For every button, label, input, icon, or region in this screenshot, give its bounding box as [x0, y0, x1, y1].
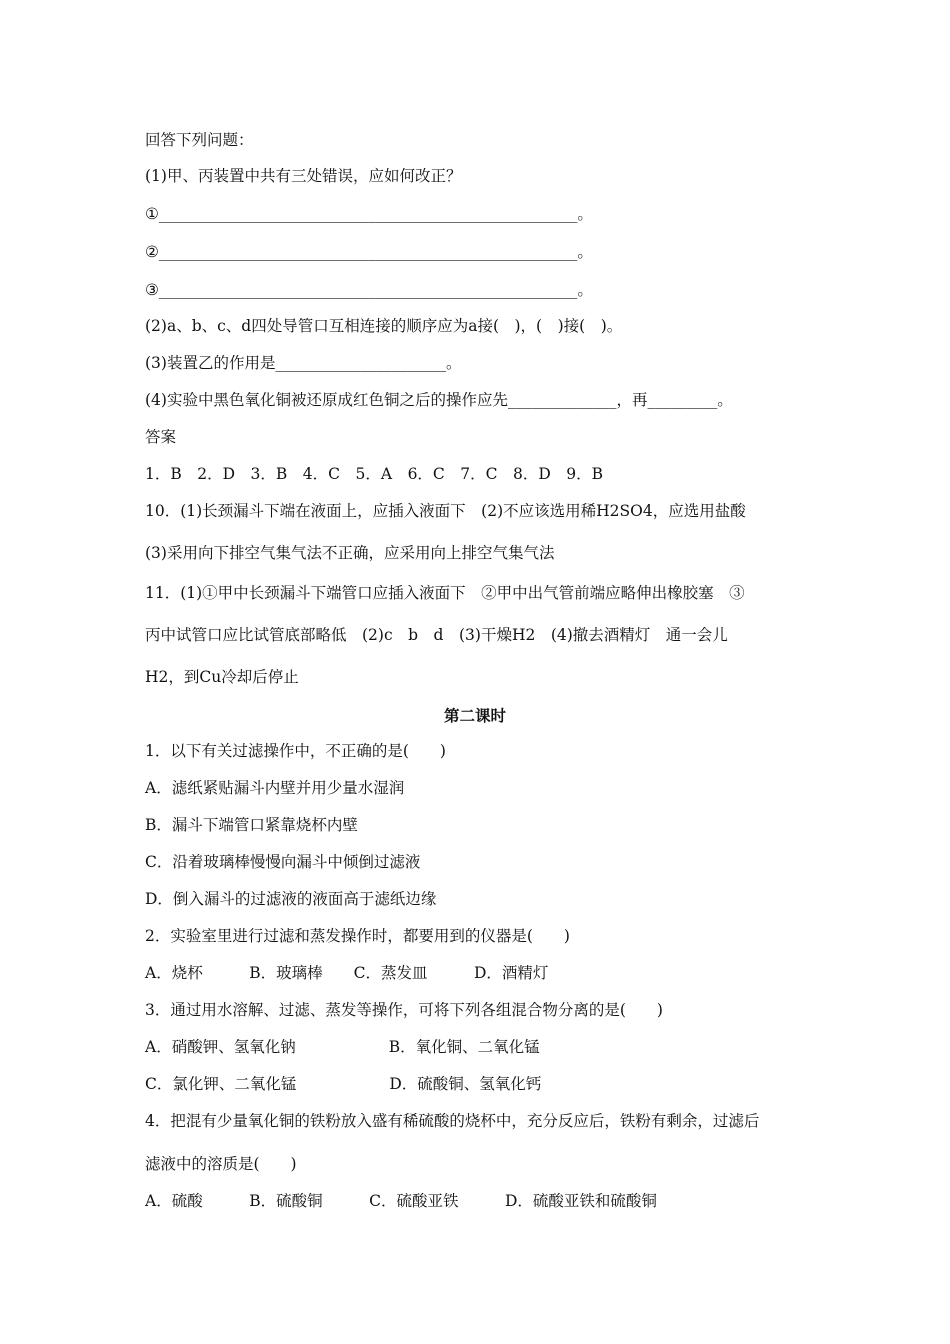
- answers-line-6: H2，到Cu冷却后停止: [145, 668, 299, 686]
- l2-q1-option-d: D．倒入漏斗的过滤液的液面高于滤纸边缘: [145, 890, 437, 908]
- question-1: (1)甲、丙装置中共有三处错误，应如何改正？: [145, 167, 462, 185]
- l2-question-4: 4．把混有少量氧化铜的铁粉放入盛有稀硫酸的烧杯中，充分反应后，铁粉有剩余，过滤后: [145, 1112, 760, 1130]
- question-3: (3)装置乙的作用是______________________。: [145, 354, 462, 372]
- l2-q2-options: A．烧杯 B．玻璃棒 C．蒸发皿 D．酒精灯: [145, 964, 549, 982]
- answers-line-4: 11．(1)①甲中长颈漏斗下端管口应插入液面下 ②甲中出气管前端应略伸出橡胶塞 ③: [145, 584, 745, 602]
- l2-q3-options-ab: A．硝酸钾、氢氧化钠 B．氧化铜、二氧化锰: [145, 1038, 540, 1056]
- l2-question-2: 2．实验室里进行过滤和蒸发操作时，都要用到的仪器是( ): [145, 927, 570, 945]
- l2-q1-option-b: B．漏斗下端管口紧靠烧杯内壁: [145, 816, 358, 834]
- l2-q3-options-cd: C．氯化钾、二氧化锰 D．硫酸铜、氢氧化钙: [145, 1075, 542, 1093]
- answer-blank-2: ②______________________________________________________。: [145, 243, 593, 261]
- answer-blank-1: ①______________________________________________________。: [145, 205, 593, 223]
- answers-line-3: (3)采用向下排空气集气法不正确，应采用向上排空气集气法: [145, 544, 555, 562]
- intro-text: 回答下列问题：: [145, 131, 254, 149]
- answers-heading: 答案: [145, 428, 177, 446]
- l2-q4-options: A．硫酸 B．硫酸铜 C．硫酸亚铁 D．硫酸亚铁和硫酸铜: [145, 1192, 657, 1210]
- question-2: (2)a、b、c、d四处导管口互相连接的顺序应为a接( )，( )接( )。: [145, 317, 623, 335]
- l2-question-3: 3．通过用水溶解、过滤、蒸发等操作，可将下列各组混合物分离的是( ): [145, 1001, 663, 1019]
- l2-q1-option-c: C．沿着玻璃棒慢慢向漏斗中倾倒过滤液: [145, 853, 421, 871]
- answers-line-5: 丙中试管口应比试管底部略低 (2)c b d (3)干燥H2 (4)撤去酒精灯 通一会儿: [145, 626, 728, 644]
- section-title: 第二课时: [443, 707, 506, 725]
- l2-q1-option-a: A．滤纸紧贴漏斗内壁并用少量水湿润: [145, 779, 405, 797]
- l2-question-1: 1．以下有关过滤操作中，不正确的是( ): [145, 742, 446, 760]
- question-4: (4)实验中黑色氧化铜被还原成红色铜之后的操作应先______________，再_________。: [145, 391, 733, 409]
- answers-line-1: 1．B 2．D 3．B 4．C 5．A 6．C 7．C 8．D 9．B: [145, 465, 604, 483]
- answer-blank-3: ③______________________________________________________。: [145, 281, 593, 299]
- l2-question-4-cont: 滤液中的溶质是( ): [145, 1155, 297, 1173]
- answers-line-2: 10．(1)长颈漏斗下端在液面上，应插入液面下 (2)不应该选用稀H2SO4，应选用盐酸: [145, 502, 746, 520]
